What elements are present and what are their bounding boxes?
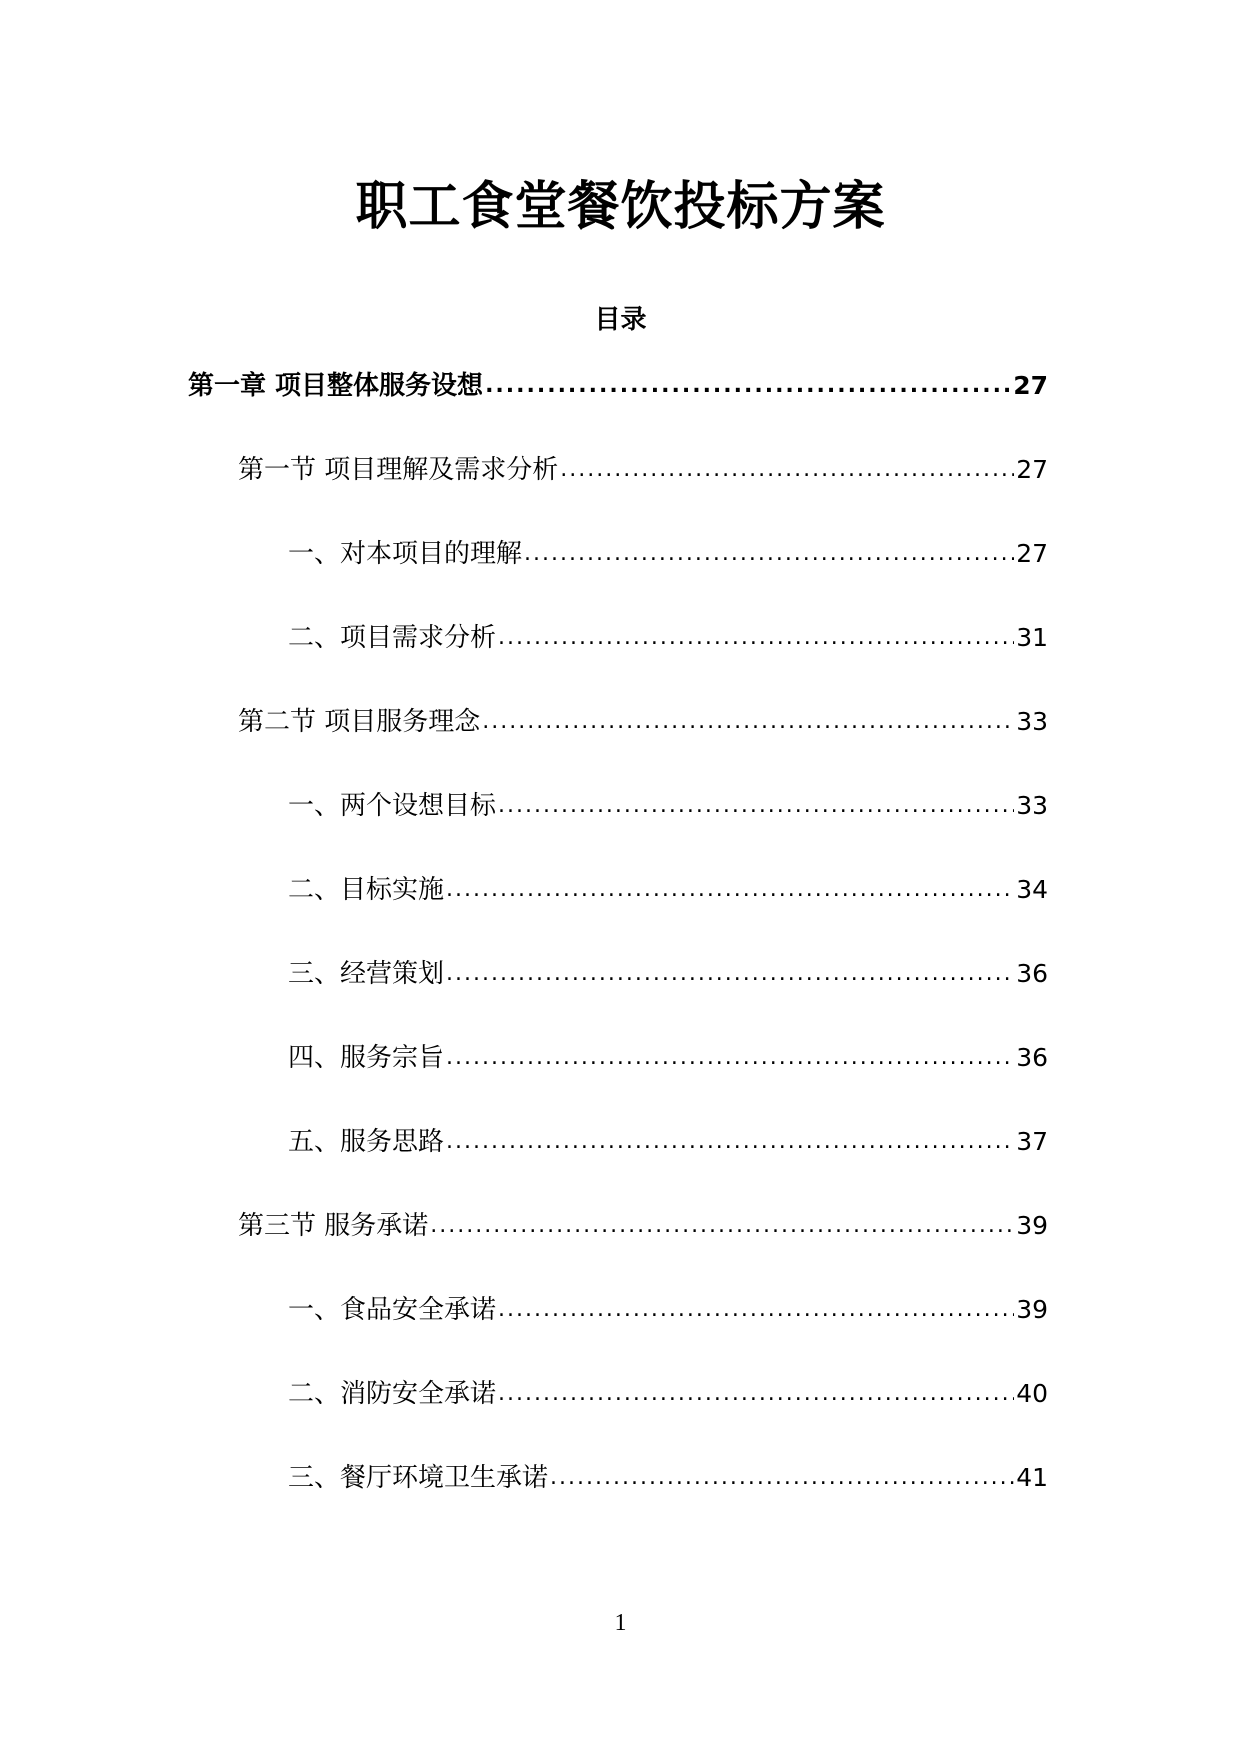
toc-entry-page: 31 [1016, 623, 1048, 652]
toc-entry-page: 41 [1016, 1463, 1048, 1492]
toc-entry-page: 33 [1016, 791, 1048, 820]
toc-entry-page: 27 [1013, 371, 1048, 400]
toc-dot-leader [485, 366, 1011, 406]
toc-entry-page: 34 [1016, 875, 1048, 904]
toc-dot-leader [498, 1374, 1014, 1414]
toc-entry-chapter-1[interactable] [0, 366, 1241, 450]
toc-entry-section-1[interactable] [0, 450, 1241, 534]
toc-entry-page: 37 [1016, 1127, 1048, 1156]
toc-entry-label: 三、餐厅环境卫生承诺 [288, 1463, 549, 1493]
toc-dot-leader [446, 1038, 1014, 1078]
toc-dot-leader [498, 786, 1014, 826]
toc-entry-label: 一、对本项目的理解 [288, 539, 523, 569]
toc-entry-label: 五、服务思路 [288, 1127, 445, 1157]
toc-entry-label: 第一章 项目整体服务设想 [188, 371, 484, 401]
toc-entry-item[interactable] [0, 1122, 1241, 1206]
toc-entry-page: 39 [1016, 1211, 1048, 1240]
toc-entry-item[interactable] [0, 1458, 1241, 1542]
toc-entry-label: 一、两个设想目标 [288, 791, 497, 821]
toc-entry-item[interactable] [0, 954, 1241, 1038]
toc-entry-page: 39 [1016, 1295, 1048, 1324]
toc-entry-page: 36 [1016, 1043, 1048, 1072]
toc-dot-leader [446, 954, 1014, 994]
table-of-contents [0, 366, 1241, 1542]
toc-entry-item[interactable] [0, 870, 1241, 954]
toc-entry-label: 四、服务宗旨 [288, 1043, 445, 1073]
toc-entry-page: 40 [1016, 1379, 1048, 1408]
page-number: 1 [614, 1610, 627, 1636]
toc-dot-leader [446, 1122, 1014, 1162]
toc-entry-label: 二、项目需求分析 [288, 623, 497, 653]
toc-dot-leader [550, 1458, 1014, 1498]
toc-entry-label: 第三节 服务承诺 [238, 1211, 429, 1241]
toc-entry-section-2[interactable] [0, 702, 1241, 786]
document-title: 职工食堂餐饮投标方案 [355, 177, 886, 237]
toc-entry-section-3[interactable] [0, 1206, 1241, 1290]
toc-entry-label: 二、消防安全承诺 [288, 1379, 497, 1409]
toc-dot-leader [482, 702, 1014, 742]
toc-dot-leader [498, 618, 1014, 658]
toc-entry-label: 一、食品安全承诺 [288, 1295, 497, 1325]
toc-entry-label: 三、经营策划 [288, 959, 445, 989]
toc-entry-page: 27 [1016, 539, 1048, 568]
toc-entry-item[interactable] [0, 618, 1241, 702]
toc-dot-leader [446, 870, 1014, 910]
toc-entry-page: 36 [1016, 959, 1048, 988]
toc-entry-item[interactable] [0, 1038, 1241, 1122]
toc-entry-label: 二、目标实施 [288, 875, 445, 905]
toc-entry-item[interactable] [0, 1290, 1241, 1374]
toc-entry-label: 第一节 项目理解及需求分析 [238, 455, 559, 485]
toc-dot-leader [498, 1290, 1014, 1330]
toc-entry-page: 33 [1016, 707, 1048, 736]
toc-entry-item[interactable] [0, 1374, 1241, 1458]
toc-dot-leader [560, 450, 1014, 490]
toc-heading: 目录 [594, 305, 647, 335]
toc-entry-item[interactable] [0, 534, 1241, 618]
toc-entry-label: 第二节 项目服务理念 [238, 707, 481, 737]
toc-dot-leader [430, 1206, 1014, 1246]
toc-entry-item[interactable] [0, 786, 1241, 870]
toc-dot-leader [524, 534, 1014, 574]
toc-entry-page: 27 [1016, 455, 1048, 484]
